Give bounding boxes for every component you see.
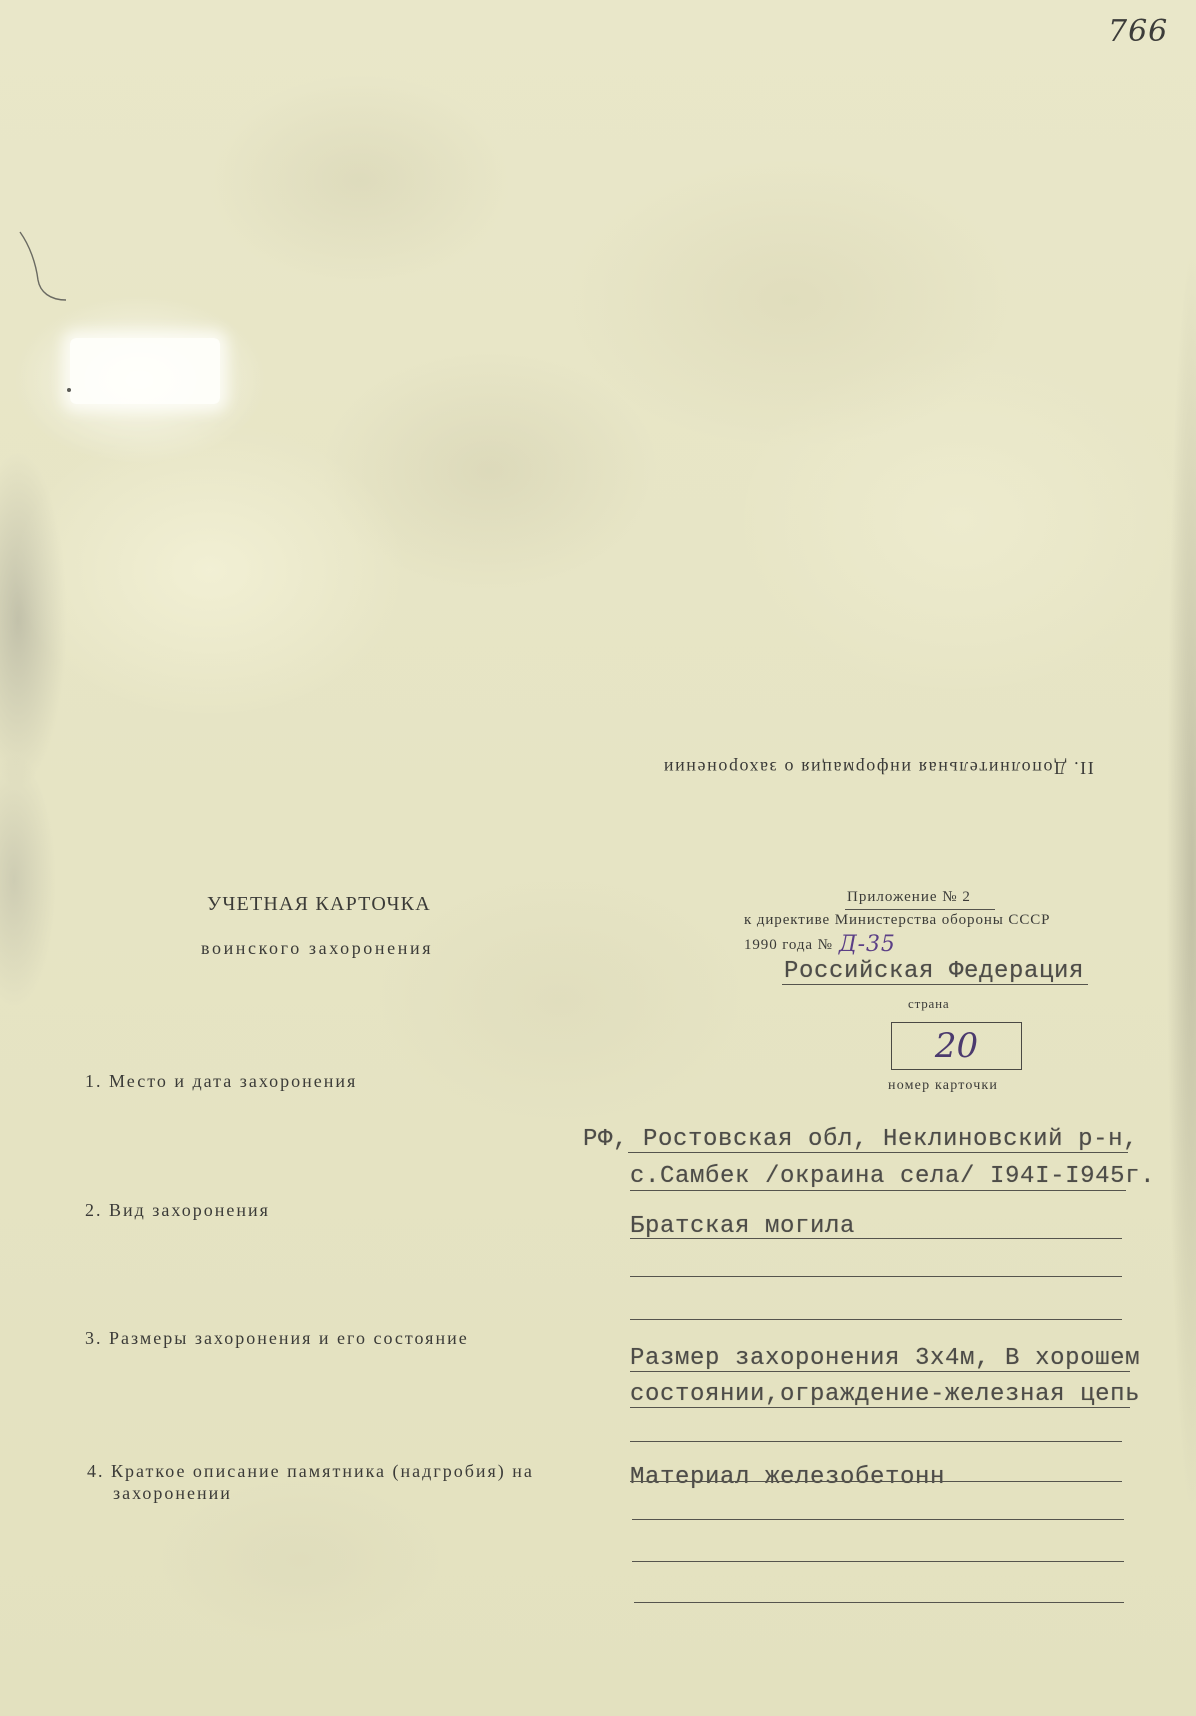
directive-year-line xyxy=(744,930,896,955)
country-line xyxy=(782,984,1088,985)
directive-year-prefix: 1990 года № xyxy=(744,937,833,953)
country-value: Российская Федерация xyxy=(784,958,1085,985)
burial-place-line-2: с.Самбек /окраина села/ I94I-I945г. xyxy=(630,1163,1156,1190)
field-label-burial-place: 1. Место и дата захоронения xyxy=(85,1071,358,1091)
answer-line xyxy=(630,1407,1130,1408)
blank-line xyxy=(634,1602,1124,1603)
paper-light-patch xyxy=(70,338,220,404)
card-number-value: 20 xyxy=(934,1026,979,1066)
blank-line xyxy=(630,1441,1122,1442)
mirrored-section-heading: II. Дополнительная информация о захоронении xyxy=(662,758,1094,778)
blank-line xyxy=(632,1519,1124,1520)
pencil-mark xyxy=(8,226,78,316)
burial-size-line-1: Размер захоронения 3х4м, В хорошем xyxy=(630,1345,1141,1372)
field-label-burial-size-condition: 3. Размеры захоронения и его состояние xyxy=(85,1328,469,1348)
directive-number: Д-35 xyxy=(838,932,896,957)
burial-size-line-2: состоянии,ограждение-железная цепь xyxy=(630,1381,1141,1408)
page-number: 766 xyxy=(1108,14,1169,49)
country-caption: страна xyxy=(908,996,950,1011)
directive-line: к директиве Министерства обороны СССР xyxy=(744,912,1051,928)
appendix-underline xyxy=(845,909,995,910)
answer-line xyxy=(630,1238,1122,1239)
field-label-monument-description: 4. Краткое описание памятника (надгробия) на захоронении xyxy=(87,1461,534,1503)
answer-line xyxy=(630,1371,1130,1372)
burial-type-line-1: Братская могила xyxy=(630,1213,856,1240)
card-number-box xyxy=(891,1022,1022,1070)
appendix-label: Приложение № 2 xyxy=(847,889,971,905)
answer-line xyxy=(630,1481,1122,1482)
card-subtitle: воинского захоронения xyxy=(201,938,434,958)
card-number-caption: номер карточки xyxy=(888,1078,999,1093)
burial-place-line-1: РФ, Ростовская обл, Неклиновский р-н, xyxy=(583,1126,1139,1153)
blank-line xyxy=(630,1319,1122,1320)
monument-description-line-1: Материал железобетонн xyxy=(630,1464,946,1491)
answer-line xyxy=(630,1190,1126,1191)
field-label-burial-type: 2. Вид захоронения xyxy=(85,1200,270,1220)
card-title: УЧЕТНАЯ КАРТОЧКА xyxy=(207,893,431,915)
blank-line xyxy=(632,1561,1124,1562)
ink-dot xyxy=(67,388,71,392)
blank-line xyxy=(630,1276,1122,1277)
answer-line xyxy=(628,1152,1128,1153)
